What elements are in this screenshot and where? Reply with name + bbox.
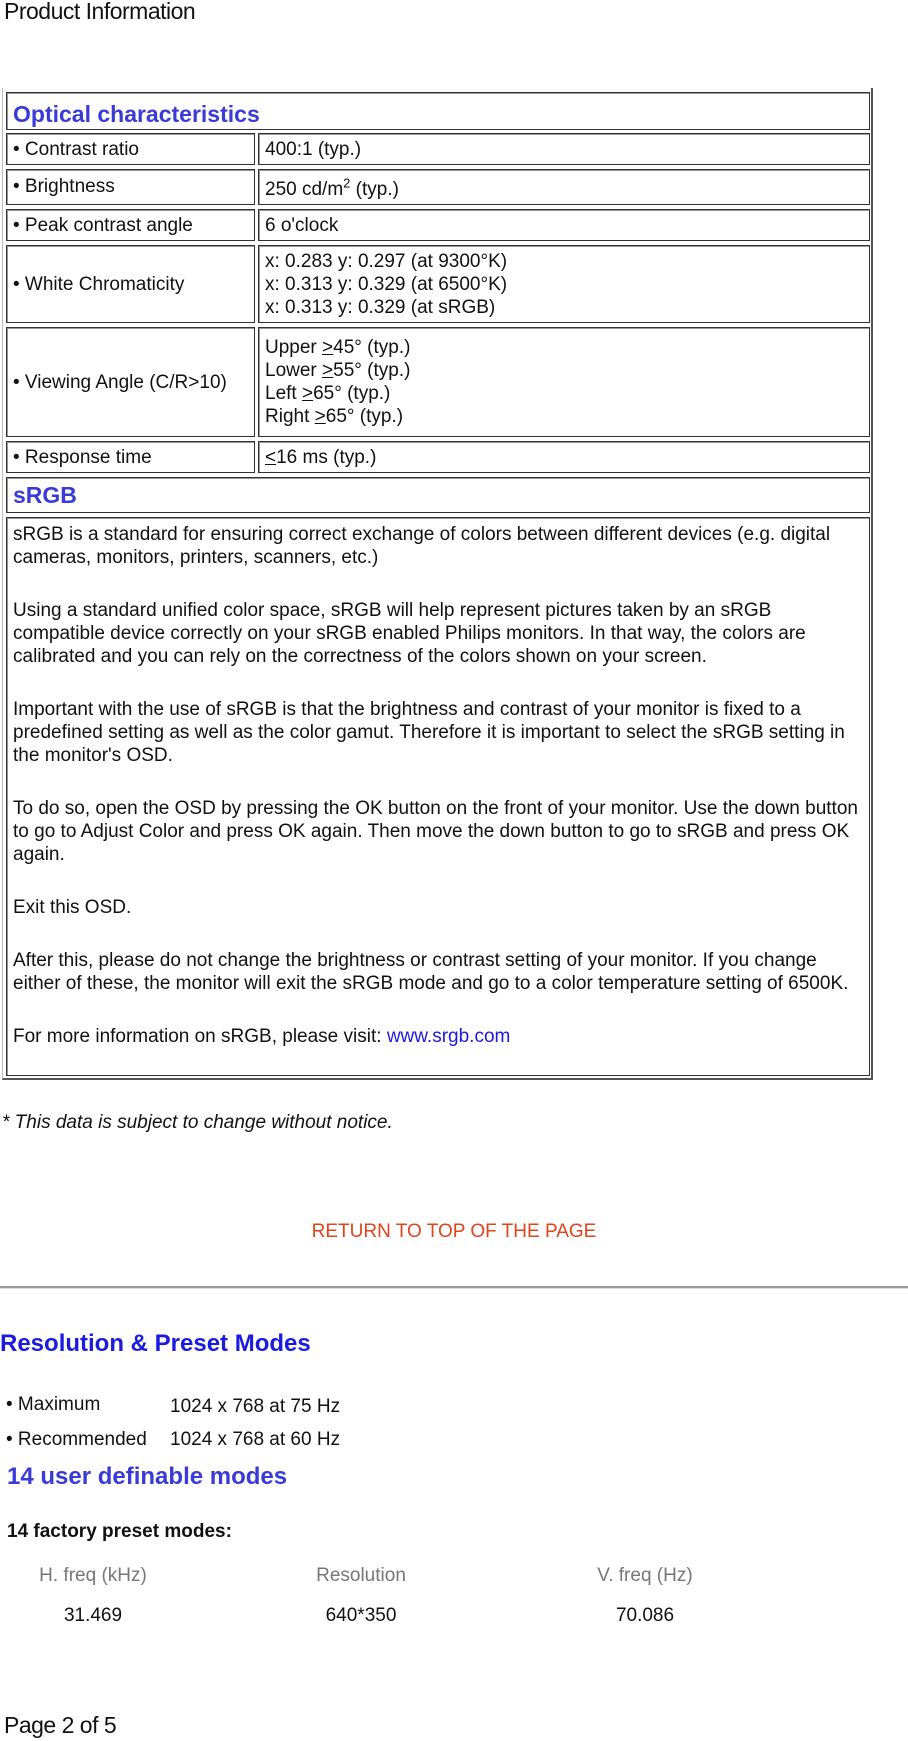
viewing-line: Left >65° (typ.): [265, 383, 391, 404]
column-header-vfreq: V. freq (Hz): [597, 1565, 693, 1586]
recommended-resolution-value: 1024 x 768 at 60 Hz: [170, 1429, 341, 1450]
srgb-paragraph: sRGB is a standard for ensuring correct exchange of colors between different devices (e.g. digital cameras, monitors, printers, scanners, etc.): [13, 524, 831, 568]
brightness-value-cell: [258, 169, 870, 205]
srgb-website-link[interactable]: www.srgb.com: [386, 1026, 511, 1047]
page-header-title: Product Information: [4, 0, 196, 24]
horizontal-rule: [0, 1286, 908, 1289]
white-line: x: 0.313 y: 0.329 (at 6500°K): [265, 273, 508, 295]
brightness-label-cell: [6, 169, 255, 205]
response-label: • Response time: [13, 446, 152, 468]
user-modes-heading: 14 user definable modes: [7, 1463, 288, 1490]
viewing-value-cell: [258, 327, 870, 437]
viewing-label-cell: [6, 327, 255, 437]
max-resolution-value: 1024 x 768 at 75 Hz: [170, 1396, 341, 1417]
white-label-cell: [6, 245, 255, 323]
response-value: <16 ms (typ.): [265, 446, 377, 468]
disclaimer-note: * This data is subject to change without notice.: [2, 1112, 393, 1133]
max-resolution-label: • Maximum: [6, 1394, 101, 1415]
response-value-cell: [258, 441, 870, 473]
page-number: Page 2 of 5: [4, 1712, 117, 1738]
factory-modes-label: 14 factory preset modes:: [7, 1521, 232, 1542]
srgb-heading: sRGB: [13, 481, 77, 508]
contrast-label-cell: [6, 133, 255, 165]
contrast-label: • Contrast ratio: [13, 138, 139, 160]
viewing-line: Lower >55° (typ.): [265, 360, 411, 381]
srgb-paragraph: Exit this OSD.: [13, 897, 132, 918]
return-to-top-link[interactable]: RETURN TO TOP OF THE PAGE: [311, 1221, 597, 1242]
srgb-paragraph: After this, please do not change the brightness or contrast setting of your monitor. If you change either of these, the monitor will exit the sRGB mode and go to a color temperature setting of 6500K.: [13, 950, 849, 994]
viewing-line: Upper >45° (typ.): [265, 337, 411, 358]
recommended-resolution-row: [6, 1429, 340, 1451]
srgb-paragraph: Important with the use of sRGB is that the brightness and contrast of your monitor is fixed to a predefined setting as well as the color gamut. Therefore it is important to select the sRGB setting in the monitor's OSD.: [13, 699, 845, 766]
peak-label: • Peak contrast angle: [13, 214, 193, 236]
viewing-label: • Viewing Angle (C/R>10): [13, 371, 227, 393]
peak-value: 6 o'clock: [265, 214, 339, 236]
recommended-resolution-label: • Recommended: [6, 1429, 147, 1450]
brightness-value: 250 $cd/m^2$ (typ.): [265, 175, 399, 200]
contrast-value: 400:1 (typ.): [265, 138, 362, 160]
cell-hfreq: 31.469: [63, 1605, 123, 1626]
srgb-paragraph: For more information on sRGB, please visit: www.srgb.com: [13, 1026, 511, 1047]
peak-label-cell: [6, 209, 255, 241]
brightness-label: • Brightness: [13, 176, 115, 197]
peak-value-cell: [258, 209, 870, 241]
resolution-title: Resolution & Preset Modes: [0, 1330, 311, 1357]
white-label: • White Chromaticity: [13, 273, 185, 295]
cell-resolution: 640*350: [325, 1605, 397, 1626]
column-header-hfreq: H. freq (kHz): [39, 1565, 147, 1586]
viewing-line: Right >65° (typ.): [265, 406, 404, 427]
cell-vfreq: 70.086: [615, 1605, 675, 1626]
contrast-value-cell: [258, 133, 870, 165]
max-resolution-row: [6, 1396, 340, 1418]
column-header-resolution: Resolution: [316, 1565, 406, 1586]
optical-heading-cell: [6, 92, 870, 130]
srgb-paragraph: To do so, open the OSD by pressing the OK button on the front of your monitor. Use the down button to go to Adjust Color and press OK again. Then move the down button to go to sRGB and press OK again.: [13, 798, 858, 865]
srgb-heading-cell: [6, 477, 870, 513]
srgb-body-cell: [6, 517, 870, 1076]
srgb-paragraph: Using a standard unified color space, sRGB will help represent pictures taken by an sRGB compatible device correctly on your sRGB enabled Philips monitors. In that way, the colors are calibrated and you can rely on the correctness of the colors shown on your screen.: [13, 600, 806, 667]
optical-heading: Optical characteristics: [13, 100, 260, 127]
white-line: x: 0.283 y: 0.297 (at 9300°K): [265, 250, 508, 272]
white-line: x: 0.313 y: 0.329 (at sRGB): [265, 296, 496, 318]
response-label-cell: [6, 441, 255, 473]
white-value-cell: [258, 245, 870, 323]
